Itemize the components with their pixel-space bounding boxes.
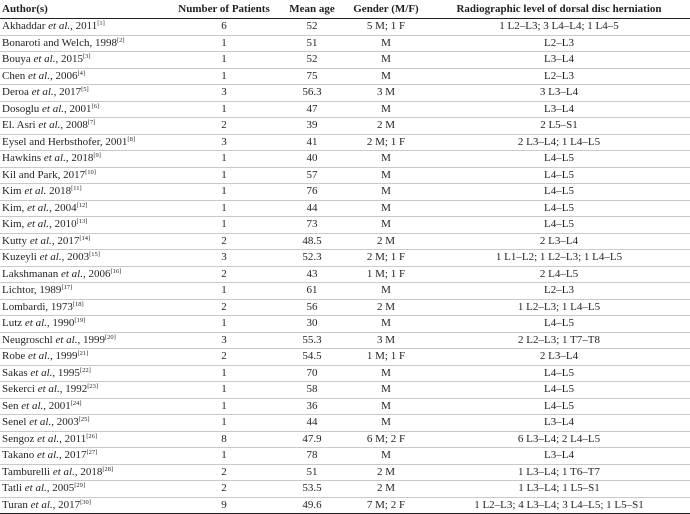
cell-author: [0, 118, 168, 135]
cell-age: 36: [280, 398, 344, 415]
cell-author: [0, 250, 168, 267]
cell-level: 1 L2–L3; 1 L4–L5: [428, 299, 690, 316]
cell-patients: 6: [168, 19, 280, 36]
cell-level: 2 L2–L3; 1 T7–T8: [428, 332, 690, 349]
cell-patients: 1: [168, 382, 280, 399]
author-name: El. Asri: [2, 119, 36, 131]
table-row: [0, 283, 690, 300]
cell-patients: 3: [168, 332, 280, 349]
table-row: [0, 151, 690, 168]
author-etal: et al.: [55, 333, 78, 346]
cell-author: [0, 101, 168, 118]
author-name: Kutty: [2, 234, 28, 247]
cell-age: 58: [280, 382, 344, 399]
cell-age: 78: [280, 448, 344, 465]
cell-age: 51: [280, 464, 344, 481]
cell-author: [0, 19, 168, 36]
cell-author: [0, 283, 168, 300]
table-row: [0, 19, 690, 36]
table-row: [0, 35, 690, 52]
author-year: , 2011: [59, 432, 87, 445]
author-year: , 2011: [70, 20, 98, 32]
cell-level: 1 L3–L4; 1 L5–S1: [428, 481, 690, 498]
reference-marker[interactable]: [19]: [74, 317, 86, 324]
author-etal: et al.: [60, 267, 83, 280]
cell-author: [0, 398, 168, 415]
reference-marker[interactable]: [23]: [87, 383, 99, 390]
author-year: , 2001: [43, 399, 71, 412]
reference-marker[interactable]: [26]: [86, 432, 98, 440]
table-row: [0, 52, 690, 69]
table-row: [0, 382, 690, 399]
cell-patients: 2: [168, 481, 280, 498]
table-row: [0, 448, 690, 465]
cell-author: [0, 167, 168, 184]
cell-author: [0, 52, 168, 69]
author-year: , 2006: [82, 267, 111, 280]
cell-age: 39: [280, 118, 344, 135]
table-row: [0, 398, 690, 415]
author-year: , 2004: [49, 201, 77, 214]
cell-gender: 2 M: [344, 481, 428, 498]
reference-marker[interactable]: [14]: [79, 234, 91, 242]
reference-marker[interactable]: [8]: [127, 135, 136, 143]
author-etal: et al.: [27, 69, 50, 82]
author-year: , 2015: [55, 53, 83, 65]
table-row: [0, 365, 690, 382]
cell-level: 3 L3–L4: [428, 85, 690, 102]
table-row: [0, 415, 690, 432]
cell-author: [0, 217, 168, 234]
cell-age: 55.3: [280, 332, 344, 349]
cell-patients: 3: [168, 85, 280, 102]
author-etal: et al.: [24, 185, 47, 197]
table-row: [0, 184, 690, 201]
cell-author: [0, 68, 168, 85]
cell-level: 2 L3–L4: [428, 349, 690, 366]
table-row: [0, 217, 690, 234]
cell-author: [0, 299, 168, 316]
cell-patients: 2: [168, 464, 280, 481]
cell-age: 44: [280, 415, 344, 432]
cell-gender: 2 M: [344, 118, 428, 135]
cell-gender: M: [344, 415, 428, 432]
cell-age: 43: [280, 266, 344, 283]
cell-gender: M: [344, 167, 428, 184]
cell-author: [0, 233, 168, 250]
cell-age: 52.3: [280, 250, 344, 267]
author-name: Takano: [2, 449, 35, 461]
author-etal: et al.: [52, 465, 75, 478]
cell-gender: 2 M: [344, 464, 428, 481]
cell-patients: 1: [168, 415, 280, 432]
author-etal: et al.: [31, 86, 54, 98]
cell-patients: 1: [168, 101, 280, 118]
cell-patients: 1: [168, 68, 280, 85]
cell-author: [0, 349, 168, 366]
cell-gender: M: [344, 365, 428, 382]
cell-author: [0, 200, 168, 217]
cell-level: 1 L1–L2; 1 L2–L3; 1 L4–L5: [428, 250, 690, 267]
reference-marker[interactable]: [16]: [110, 267, 122, 275]
reference-marker[interactable]: [3]: [82, 53, 91, 60]
cell-age: 49.6: [280, 497, 344, 514]
cell-gender: 2 M; 1 F: [344, 250, 428, 267]
cell-level: L4–L5: [428, 398, 690, 415]
cell-age: 57: [280, 167, 344, 184]
reference-marker[interactable]: [25]: [78, 416, 90, 423]
cell-patients: 1: [168, 52, 280, 69]
author-etal: et al.: [37, 383, 60, 395]
cell-patients: 1: [168, 448, 280, 465]
cell-patients: 1: [168, 184, 280, 201]
author-year: , 2001: [64, 102, 92, 115]
cell-level: 2 L3–L4: [428, 233, 690, 250]
author-name: Chen: [2, 69, 26, 82]
cell-gender: M: [344, 283, 428, 300]
author-name: Sengoz: [2, 432, 35, 445]
cell-level: L2–L3: [428, 283, 690, 300]
table-row: [0, 349, 690, 366]
reference-marker[interactable]: [9]: [93, 152, 101, 159]
cell-author: [0, 431, 168, 448]
author-name: Neugroschl: [2, 333, 53, 346]
author-etal: et al.: [43, 152, 66, 164]
cell-level: L4–L5: [428, 151, 690, 168]
cell-age: 75: [280, 68, 344, 85]
author-name: Eysel and Herbsthofer, 2001: [2, 135, 128, 148]
cell-gender: 7 M; 2 F: [344, 497, 428, 514]
cell-level: L4–L5: [428, 382, 690, 399]
cell-gender: 2 M: [344, 233, 428, 250]
author-etal: et al.: [39, 251, 62, 263]
cell-gender: M: [344, 448, 428, 465]
cell-age: 52: [280, 19, 344, 36]
reference-marker[interactable]: [2]: [117, 36, 125, 44]
author-name: Turan: [2, 498, 28, 511]
cell-gender: 1 M; 1 F: [344, 266, 428, 283]
cell-patients: 2: [168, 299, 280, 316]
reference-marker[interactable]: [13]: [76, 218, 88, 225]
cell-patients: 3: [168, 134, 280, 151]
author-etal: et al.: [33, 53, 56, 65]
author-etal: et al.: [27, 350, 50, 362]
table-row: [0, 464, 690, 481]
author-name: Sen: [2, 399, 19, 412]
cell-gender: M: [344, 52, 428, 69]
cell-patients: 1: [168, 365, 280, 382]
author-etal: et al.: [29, 234, 52, 247]
author-etal: et al.: [30, 498, 53, 511]
cell-level: L3–L4: [428, 101, 690, 118]
author-name: Lichtor, 1989: [2, 284, 62, 296]
author-name: Bonaroti and Welch, 1998: [2, 36, 118, 49]
reference-marker[interactable]: [10]: [85, 168, 96, 176]
author-etal: et al.: [27, 218, 50, 230]
author-name: Sekerci: [2, 383, 35, 395]
author-etal: et al.: [21, 399, 44, 412]
cell-patients: 1: [168, 35, 280, 52]
author-year: , 2017: [52, 498, 81, 511]
cell-gender: 2 M; 1 F: [344, 134, 428, 151]
cell-author: [0, 415, 168, 432]
header-author: Author(s): [0, 0, 168, 19]
cell-level: L2–L3: [428, 35, 690, 52]
author-year: , 2017: [58, 449, 87, 461]
cell-gender: 3 M: [344, 332, 428, 349]
reference-marker[interactable]: [15]: [89, 251, 100, 258]
author-etal: et al.: [36, 449, 59, 461]
table-row: [0, 299, 690, 316]
cell-author: [0, 481, 168, 498]
cell-patients: 9: [168, 497, 280, 514]
cell-age: 52: [280, 52, 344, 69]
cell-author: [0, 464, 168, 481]
author-etal: et al.: [24, 317, 47, 329]
author-etal: et al.: [29, 416, 52, 428]
cell-age: 41: [280, 134, 344, 151]
cell-author: [0, 134, 168, 151]
cell-patients: 1: [168, 283, 280, 300]
cell-gender: M: [344, 35, 428, 52]
reference-marker[interactable]: [20]: [104, 333, 116, 341]
cell-level: L3–L4: [428, 52, 690, 69]
cell-age: 76: [280, 184, 344, 201]
reference-marker[interactable]: [18]: [72, 300, 84, 308]
author-etal: et al.: [37, 432, 60, 445]
table-header-row: [0, 0, 690, 19]
cell-author: [0, 497, 168, 514]
cell-level: L3–L4: [428, 415, 690, 432]
cell-author: [0, 382, 168, 399]
table-row: [0, 134, 690, 151]
cell-gender: M: [344, 398, 428, 415]
author-etal: et al.: [42, 102, 65, 115]
author-name: Hawkins: [2, 152, 42, 164]
cell-gender: M: [344, 382, 428, 399]
author-year: , 2003: [51, 416, 79, 428]
cell-author: [0, 184, 168, 201]
author-name: Kuzeyli: [2, 251, 37, 263]
cell-patients: 1: [168, 151, 280, 168]
author-year: , 2017: [51, 234, 80, 247]
cell-age: 30: [280, 316, 344, 333]
cell-gender: 5 M; 1 F: [344, 19, 428, 36]
cell-age: 61: [280, 283, 344, 300]
cell-level: 1 L2–L3; 4 L3–L4; 3 L4–L5; 1 L5–S1: [428, 497, 690, 514]
header-level: Radiographic level of dorsal disc herniation: [428, 0, 690, 19]
cell-patients: 1: [168, 316, 280, 333]
author-year: , 2017: [53, 86, 82, 98]
author-etal: et al.: [24, 482, 47, 494]
cell-gender: 6 M; 2 F: [344, 431, 428, 448]
cell-age: 44: [280, 200, 344, 217]
author-year: , 2003: [61, 251, 90, 263]
cell-level: 6 L3–L4; 2 L4–L5: [428, 431, 690, 448]
table-row: [0, 497, 690, 514]
cell-gender: 1 M; 1 F: [344, 349, 428, 366]
author-name: Robe: [2, 350, 26, 362]
author-etal: et al.: [27, 201, 50, 214]
cell-age: 53.5: [280, 481, 344, 498]
cell-level: 2 L5–S1: [428, 118, 690, 135]
header-gender: Gender (M/F): [344, 0, 428, 19]
table-row: [0, 118, 690, 135]
author-year: , 2018: [74, 465, 103, 478]
cell-patients: 1: [168, 217, 280, 234]
cell-author: [0, 332, 168, 349]
cell-gender: M: [344, 184, 428, 201]
cell-gender: 3 M: [344, 85, 428, 102]
cell-gender: M: [344, 200, 428, 217]
table-body: [0, 19, 690, 514]
author-name: Tatli: [2, 482, 23, 494]
cell-author: [0, 85, 168, 102]
table-row: [0, 101, 690, 118]
table-row: [0, 481, 690, 498]
reference-marker[interactable]: [12]: [76, 201, 88, 209]
cell-age: 40: [280, 151, 344, 168]
reference-marker[interactable]: [30]: [80, 498, 91, 506]
reference-marker[interactable]: [22]: [79, 366, 91, 374]
author-year: , 2008: [60, 119, 88, 131]
cell-gender: M: [344, 217, 428, 234]
author-name: Lutz: [2, 317, 23, 329]
author-etal: et al.: [48, 20, 71, 32]
author-name: Bouya: [2, 53, 31, 65]
table-row: [0, 266, 690, 283]
cell-patients: 1: [168, 167, 280, 184]
author-year: , 1999: [49, 350, 78, 362]
reference-marker[interactable]: [5]: [81, 86, 89, 93]
reference-marker[interactable]: [28]: [102, 465, 114, 473]
author-etal: et al.: [30, 366, 53, 379]
table-row: [0, 68, 690, 85]
author-year: , 2010: [49, 218, 77, 230]
author-year: , 1990: [46, 317, 75, 329]
header-patients: Number of Patients: [168, 0, 280, 19]
reference-marker[interactable]: [21]: [77, 350, 89, 357]
author-name: Tamburelli: [2, 465, 51, 478]
cell-patients: 3: [168, 250, 280, 267]
cell-author: [0, 151, 168, 168]
cell-patients: 1: [168, 398, 280, 415]
reference-marker[interactable]: [6]: [91, 102, 100, 110]
reference-marker[interactable]: [17]: [61, 284, 73, 291]
cell-author: [0, 266, 168, 283]
cell-author: [0, 316, 168, 333]
author-year: , 1995: [52, 366, 80, 379]
cell-level: L4–L5: [428, 167, 690, 184]
cell-age: 47.9: [280, 431, 344, 448]
cell-gender: M: [344, 101, 428, 118]
table-row: [0, 431, 690, 448]
table-row: [0, 316, 690, 333]
cell-age: 48.5: [280, 233, 344, 250]
reference-marker[interactable]: [27]: [86, 449, 98, 456]
cell-age: 54.5: [280, 349, 344, 366]
cell-gender: 2 M: [344, 299, 428, 316]
cell-age: 47: [280, 101, 344, 118]
table-row: [0, 332, 690, 349]
author-year: , 1999: [77, 333, 105, 346]
reference-marker[interactable]: [7]: [87, 119, 96, 126]
author-year: , 2018: [65, 152, 94, 164]
cell-age: 56.3: [280, 85, 344, 102]
cell-age: 70: [280, 365, 344, 382]
author-name: Lakshmanan: [2, 267, 59, 280]
cell-patients: 2: [168, 233, 280, 250]
cell-level: L4–L5: [428, 217, 690, 234]
cell-patients: 2: [168, 349, 280, 366]
author-name: Kim,: [2, 218, 25, 230]
author-name: Akhaddar: [2, 20, 46, 32]
cell-age: 51: [280, 35, 344, 52]
author-year: , 2006: [49, 69, 78, 82]
author-name: Senel: [2, 416, 27, 428]
reference-marker[interactable]: [29]: [74, 482, 86, 489]
cell-level: L4–L5: [428, 365, 690, 382]
cell-level: L3–L4: [428, 448, 690, 465]
cell-level: L2–L3: [428, 68, 690, 85]
author-name: Deroa: [2, 86, 29, 98]
author-name: Lombardi, 1973: [2, 300, 73, 313]
table-row: [0, 167, 690, 184]
author-name: Dosoglu: [2, 102, 40, 115]
cell-level: 2 L4–L5: [428, 266, 690, 283]
cell-gender: M: [344, 316, 428, 333]
table-row: [0, 85, 690, 102]
reference-marker[interactable]: [11]: [71, 185, 82, 192]
cell-patients: 1: [168, 200, 280, 217]
cell-level: L4–L5: [428, 184, 690, 201]
author-name: Sakas: [2, 366, 28, 379]
author-etal: et al.: [38, 119, 61, 131]
header-age: Mean age: [280, 0, 344, 19]
cell-patients: 2: [168, 118, 280, 135]
author-year: , 1992: [59, 383, 88, 395]
cell-level: L4–L5: [428, 316, 690, 333]
cell-level: 2 L3–L4; 1 L4–L5: [428, 134, 690, 151]
cell-author: [0, 35, 168, 52]
author-year: 2018: [46, 185, 72, 197]
cell-level: L4–L5: [428, 200, 690, 217]
cell-patients: 8: [168, 431, 280, 448]
reference-marker[interactable]: [1]: [97, 20, 105, 27]
reference-marker[interactable]: [24]: [70, 399, 82, 407]
cell-level: 1 L3–L4; 1 T6–T7: [428, 464, 690, 481]
author-name: Kim: [2, 185, 22, 197]
author-year: , 2005: [46, 482, 75, 494]
cell-gender: M: [344, 151, 428, 168]
cell-age: 56: [280, 299, 344, 316]
reference-marker[interactable]: [4]: [77, 69, 86, 77]
cell-level: 1 L2–L3; 3 L4–L4; 1 L4–5: [428, 19, 690, 36]
cell-author: [0, 365, 168, 382]
table-row: [0, 200, 690, 217]
cell-gender: M: [344, 68, 428, 85]
author-name: Kim,: [2, 201, 25, 214]
cell-patients: 2: [168, 266, 280, 283]
cell-age: 73: [280, 217, 344, 234]
cell-author: [0, 448, 168, 465]
table-row: [0, 233, 690, 250]
table-row: [0, 250, 690, 267]
author-name: Kil and Park, 2017: [2, 168, 86, 181]
